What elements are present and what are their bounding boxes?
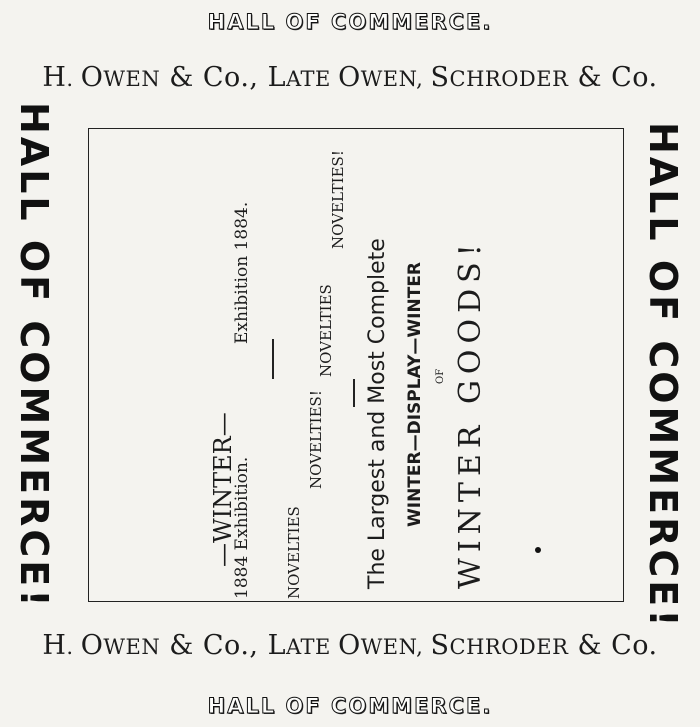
exhibition-left-text: 1884 Exhibition. bbox=[232, 456, 252, 599]
winter-goods-text: WINTER GOODS! bbox=[453, 238, 488, 589]
hall-of-commerce-banner-bottom: HALL OF COMMERCE. bbox=[207, 694, 493, 718]
firm-name-top: H. OWEN & Co., LATE OWEN, SCHRODER & Co. bbox=[42, 62, 658, 93]
exhibition-right-text: Exhibition 1884. bbox=[232, 201, 252, 344]
novelties-text: NOVELTIES! bbox=[329, 150, 347, 249]
advertisement-panel bbox=[88, 128, 624, 602]
hall-of-commerce-banner-top: HALL OF COMMERCE. bbox=[207, 10, 493, 34]
divider-rule bbox=[353, 379, 355, 407]
divider-rule bbox=[272, 339, 274, 379]
ink-dot bbox=[535, 547, 541, 553]
of-text: OF bbox=[435, 368, 446, 384]
winter-display-text: WINTER—DISPLAY—WINTER bbox=[405, 261, 425, 527]
hall-of-commerce-side-left: HALL OF COMMERCE! bbox=[12, 102, 56, 610]
hall-of-commerce-side-right: HALL OF COMMERCE! bbox=[641, 122, 685, 630]
novelties-text: NOVELTIES bbox=[285, 506, 303, 599]
largest-most-complete-text: The Largest and Most Complete bbox=[365, 238, 390, 589]
winter-heading: —WINTER— bbox=[209, 412, 237, 567]
novelties-text: NOVELTIES bbox=[317, 284, 335, 377]
novelties-text: NOVELTIES! bbox=[307, 390, 325, 489]
firm-name-bottom: H. OWEN & Co., LATE OWEN, SCHRODER & Co. bbox=[42, 630, 658, 661]
